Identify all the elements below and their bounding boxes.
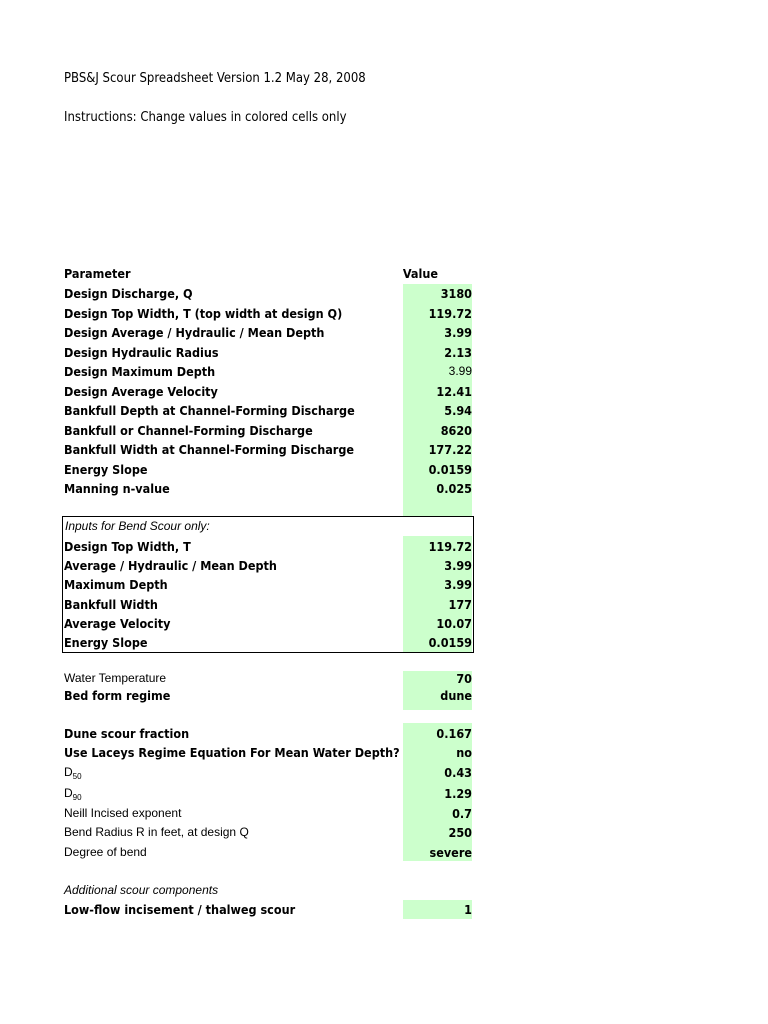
row-d50: [64, 763, 473, 783]
header-parameter: Parameter: [64, 266, 131, 281]
row-label: Design Discharge, Q: [64, 286, 193, 301]
row-label: Bankfull Width: [64, 596, 158, 612]
row-value-cell[interactable]: 70: [456, 671, 472, 686]
row-value-cell[interactable]: 3.99: [444, 557, 472, 573]
row-value-cell[interactable]: 119.72: [428, 538, 472, 554]
row-d90: [64, 784, 473, 804]
row-value-cell[interactable]: 0.7: [452, 805, 472, 821]
row-label: Design Hydraulic Radius: [64, 344, 219, 360]
section-heading: Inputs for Bend Scour only:: [65, 519, 210, 533]
row-label: Bed form regime: [64, 687, 171, 703]
row-value-cell[interactable]: no: [456, 745, 472, 760]
row-design-hydraulic-radius: [64, 343, 473, 363]
row-label: Design Top Width, T (top width at design Q): [64, 305, 343, 321]
row-design-discharge: [64, 284, 473, 304]
row-value-cell[interactable]: dune: [440, 687, 472, 703]
table-header: [64, 264, 473, 284]
row-dune-scour-fraction: [64, 724, 473, 744]
row-value-cell[interactable]: 0.025: [436, 481, 472, 496]
row-label: Average / Hydraulic / Mean Depth: [64, 557, 277, 573]
row-label: Dune scour fraction: [64, 726, 190, 741]
row-value-cell[interactable]: 5.94: [444, 403, 472, 418]
row-value-cell[interactable]: 0.0159: [428, 635, 472, 650]
row-value-cell[interactable]: 177: [448, 596, 472, 612]
row-value-cell[interactable]: 3180: [440, 286, 472, 301]
row-laceys-regime: [64, 743, 473, 763]
row-design-top-width: [64, 304, 473, 324]
row-label: Bankfull Width at Channel-Forming Discharge: [64, 442, 355, 457]
row-design-avg-velocity: [64, 382, 473, 402]
d50-subscript: 50: [72, 772, 82, 781]
row-label: Bankfull or Channel-Forming Discharge: [64, 422, 313, 438]
row-value-cell[interactable]: 250: [448, 825, 472, 840]
row-energy-slope: [64, 460, 473, 480]
row-label: [64, 763, 82, 787]
row-value-cell[interactable]: 12.41: [436, 383, 472, 399]
row-bend-max-depth: [64, 575, 473, 595]
row-low-flow-incisement: [64, 900, 473, 920]
row-label: Bankfull Depth at Channel-Forming Discharge: [64, 403, 355, 418]
row-label: Bend Radius R in feet, at design Q: [64, 825, 249, 839]
row-value-cell[interactable]: 0.43: [444, 765, 472, 780]
row-label: Design Maximum Depth: [64, 364, 216, 379]
row-manning-n: [64, 479, 473, 499]
row-bend-radius: [64, 823, 473, 843]
row-value-cell[interactable]: 1: [464, 902, 472, 917]
d90-subscript: 90: [72, 793, 82, 802]
row-label: Energy Slope: [64, 461, 148, 477]
row-value-cell[interactable]: 3.99: [448, 364, 472, 378]
row-bankfull-discharge: [64, 421, 473, 441]
row-label: Low-flow incisement / thalweg scour: [64, 902, 296, 917]
additional-heading-row: [64, 881, 473, 901]
header-value: Value: [402, 266, 438, 281]
row-label: Energy Slope: [64, 635, 148, 650]
sheet-title: PBS&J Scour Spreadsheet Version 1.2 May 28, 2008: [64, 71, 366, 86]
row-value-cell[interactable]: 3.99: [444, 325, 472, 340]
d90-symbol: D: [64, 786, 73, 800]
row-bend-avg-velocity: [64, 614, 473, 634]
row-value-cell[interactable]: 3.99: [444, 577, 472, 592]
row-bend-mean-depth: [64, 556, 473, 576]
row-bankfull-width: [64, 440, 473, 460]
row-bankfull-depth: [64, 401, 473, 421]
row-neill-exponent: [64, 804, 473, 824]
row-bend-energy-slope: [64, 633, 473, 653]
row-value-cell[interactable]: 10.07: [436, 616, 472, 631]
row-value-cell[interactable]: 0.167: [436, 726, 472, 741]
row-label: Degree of bend: [64, 844, 147, 859]
row-degree-of-bend: [64, 843, 473, 863]
row-label: Manning n-value: [64, 481, 170, 496]
row-bend-bankfull-width: [64, 595, 473, 615]
row-value-cell[interactable]: 1.29: [444, 786, 472, 801]
row-value-cell[interactable]: 2.13: [444, 344, 472, 360]
instructions-text: Instructions: Change values in colored cells only: [64, 110, 347, 125]
row-design-mean-depth: [64, 323, 473, 343]
row-label: Design Average / Hydraulic / Mean Depth: [64, 325, 325, 340]
row-design-max-depth: [64, 362, 473, 382]
row-value-cell[interactable]: severe: [429, 844, 472, 860]
row-value-cell[interactable]: 0.0159: [428, 461, 472, 477]
d50-symbol: D: [64, 765, 73, 779]
row-label: Design Average Velocity: [64, 383, 218, 399]
section-heading: Additional scour components: [64, 883, 219, 897]
row-label: Water Temperature: [64, 671, 167, 685]
row-value-cell[interactable]: 8620: [440, 422, 472, 438]
row-bed-form-regime: [64, 686, 473, 706]
row-value-cell[interactable]: 177.22: [428, 442, 472, 457]
row-label: Use Laceys Regime Equation For Mean Water Depth?: [64, 745, 400, 760]
bend-section-heading: [64, 517, 473, 537]
row-label: Average Velocity: [64, 616, 171, 631]
row-label: Neill Incised exponent: [64, 805, 182, 820]
row-value-cell[interactable]: 119.72: [428, 305, 472, 321]
row-label: Design Top Width, T: [64, 538, 191, 554]
row-label: Maximum Depth: [64, 577, 168, 592]
row-bend-top-width: [64, 537, 473, 557]
